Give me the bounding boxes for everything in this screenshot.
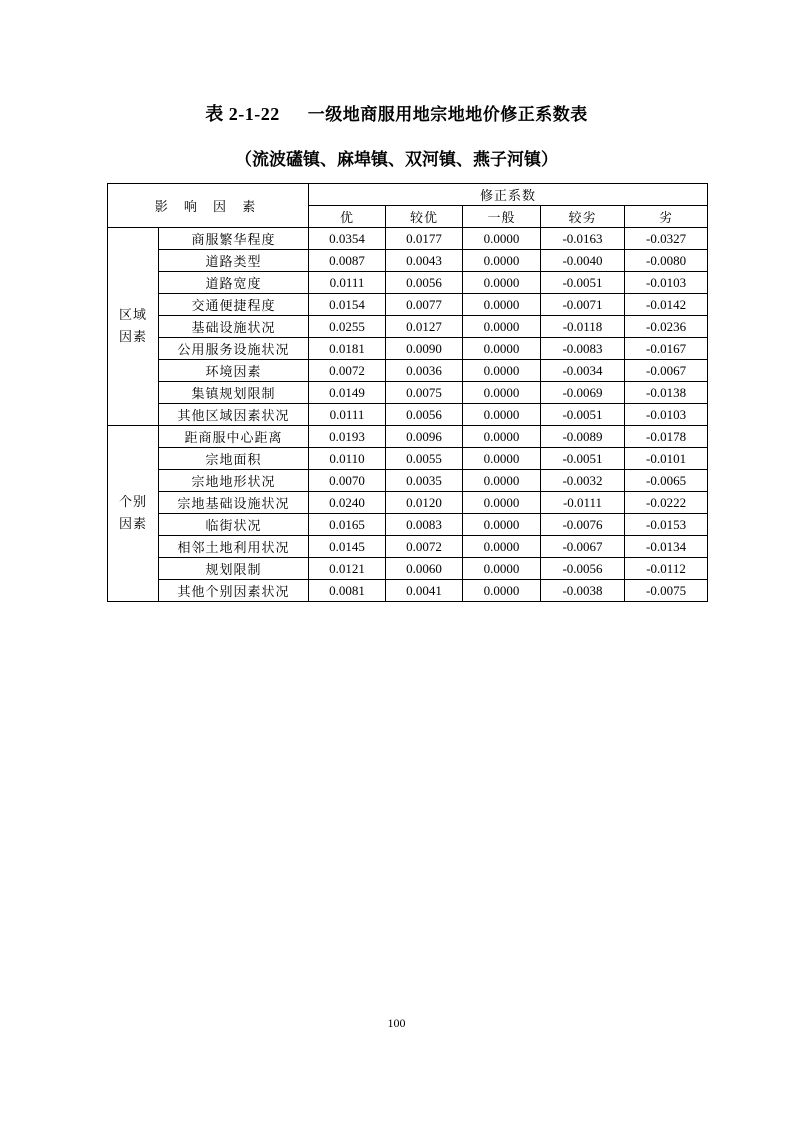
coefficient-cell: 0.0000 (463, 250, 541, 272)
table-number: 表 2-1-22 (205, 104, 280, 124)
grade-header: 较劣 (541, 206, 625, 228)
table-row (108, 404, 708, 426)
coefficient-cell: 0.0077 (386, 294, 463, 316)
factor-name-cell: 距商服中心距离 (159, 426, 309, 448)
coefficient-cell: 0.0110 (309, 448, 386, 470)
table-row (108, 470, 708, 492)
table-subtitle: （流波礚镇、麻埠镇、双河镇、燕子河镇） (235, 150, 558, 170)
coefficient-cell: 0.0072 (309, 360, 386, 382)
coefficient-cell: -0.0134 (625, 536, 708, 558)
factor-group-cell (108, 228, 159, 426)
coefficient-cell: -0.0056 (541, 558, 625, 580)
factor-header: 影 响 因 素 (108, 184, 309, 228)
coefficient-cell: 0.0255 (309, 316, 386, 338)
coefficient-cell: 0.0043 (386, 250, 463, 272)
factor-name-cell: 其他区域因素状况 (159, 404, 309, 426)
coefficient-cell: -0.0051 (541, 404, 625, 426)
coefficient-cell: -0.0138 (625, 382, 708, 404)
grade-header: 一般 (463, 206, 541, 228)
grade-header: 劣 (625, 206, 708, 228)
table-title (0, 100, 793, 126)
coefficient-cell: 0.0354 (309, 228, 386, 250)
coefficient-cell: -0.0065 (625, 470, 708, 492)
factor-name-cell: 集镇规划限制 (159, 382, 309, 404)
coefficient-cell: 0.0035 (386, 470, 463, 492)
coefficient-cell: -0.0083 (541, 338, 625, 360)
coefficient-cell: -0.0111 (541, 492, 625, 514)
coefficient-cell: 0.0081 (309, 580, 386, 602)
coefficient-cell: 0.0000 (463, 294, 541, 316)
coefficient-cell: -0.0069 (541, 382, 625, 404)
table-row (108, 250, 708, 272)
coefficient-cell: 0.0121 (309, 558, 386, 580)
coefficient-cell: 0.0111 (309, 404, 386, 426)
factor-group-label: 因素 (118, 329, 147, 345)
coefficient-cell: 0.0000 (463, 426, 541, 448)
coefficient-cell: 0.0177 (386, 228, 463, 250)
coefficient-cell: 0.0154 (309, 294, 386, 316)
coefficient-cell: -0.0236 (625, 316, 708, 338)
coefficient-cell: 0.0060 (386, 558, 463, 580)
coefficient-cell: 0.0075 (386, 382, 463, 404)
coefficient-cell: 0.0072 (386, 536, 463, 558)
coefficient-cell: 0.0120 (386, 492, 463, 514)
table-body (108, 228, 708, 602)
coefficient-cell: -0.0038 (541, 580, 625, 602)
coefficient-cell: 0.0056 (386, 404, 463, 426)
coefficient-header: 修正系数 (309, 184, 708, 206)
coefficient-cell: 0.0149 (309, 382, 386, 404)
grade-header: 较优 (386, 206, 463, 228)
coefficient-cell: 0.0165 (309, 514, 386, 536)
coefficient-cell: -0.0076 (541, 514, 625, 536)
coefficient-cell: -0.0178 (625, 426, 708, 448)
factor-name-cell: 基础设施状况 (159, 316, 309, 338)
coefficient-cell: -0.0080 (625, 250, 708, 272)
factor-name-cell: 宗地面积 (159, 448, 309, 470)
coefficient-cell: 0.0000 (463, 448, 541, 470)
coefficient-cell: -0.0112 (625, 558, 708, 580)
coefficient-cell: 0.0193 (309, 426, 386, 448)
coefficient-cell: 0.0000 (463, 470, 541, 492)
coefficient-cell: 0.0036 (386, 360, 463, 382)
coefficient-cell: 0.0000 (463, 382, 541, 404)
table-row (108, 426, 708, 448)
table-row (108, 448, 708, 470)
factor-group-label: 个别 (118, 494, 147, 510)
page-number: 100 (387, 1016, 406, 1030)
coefficient-cell: 0.0111 (309, 272, 386, 294)
coefficient-cell: 0.0000 (463, 558, 541, 580)
factor-name-cell: 其他个别因素状况 (159, 580, 309, 602)
factor-group-cell (108, 426, 159, 602)
coefficient-cell: -0.0101 (625, 448, 708, 470)
coefficient-cell: 0.0000 (463, 580, 541, 602)
coefficient-cell: 0.0000 (463, 514, 541, 536)
table-row (108, 492, 708, 514)
coefficient-cell: 0.0127 (386, 316, 463, 338)
coefficient-cell: 0.0087 (309, 250, 386, 272)
factor-name-cell: 道路宽度 (159, 272, 309, 294)
coefficient-cell: -0.0222 (625, 492, 708, 514)
coefficient-cell: -0.0040 (541, 250, 625, 272)
coefficient-cell: -0.0103 (625, 272, 708, 294)
table-row (108, 382, 708, 404)
factor-group-label: 因素 (118, 516, 147, 532)
factor-name-cell: 临街状况 (159, 514, 309, 536)
factor-name-cell: 相邻土地利用状况 (159, 536, 309, 558)
coefficient-cell: -0.0167 (625, 338, 708, 360)
factor-name-cell: 道路类型 (159, 250, 309, 272)
coefficient-cell: 0.0083 (386, 514, 463, 536)
coefficient-cell: -0.0034 (541, 360, 625, 382)
coefficient-cell: -0.0051 (541, 272, 625, 294)
factor-name-cell: 宗地基础设施状况 (159, 492, 309, 514)
coefficient-cell: 0.0000 (463, 360, 541, 382)
coefficient-cell: -0.0032 (541, 470, 625, 492)
factor-name-cell: 环境因素 (159, 360, 309, 382)
table-row (108, 360, 708, 382)
coefficient-cell: 0.0000 (463, 316, 541, 338)
table-row (108, 316, 708, 338)
coefficient-cell: -0.0153 (625, 514, 708, 536)
coefficient-cell: 0.0000 (463, 404, 541, 426)
table-row (108, 228, 708, 250)
table-title-text: 一级地商服用地宗地地价修正系数表 (307, 105, 588, 125)
coefficient-cell: -0.0075 (625, 580, 708, 602)
factor-name-cell: 交通便捷程度 (159, 294, 309, 316)
coefficient-cell: -0.0118 (541, 316, 625, 338)
table-row (108, 294, 708, 316)
table-row (108, 338, 708, 360)
correction-coefficient-table (107, 183, 708, 602)
coefficient-cell: 0.0055 (386, 448, 463, 470)
table-row (108, 536, 708, 558)
coefficient-cell: -0.0051 (541, 448, 625, 470)
coefficient-cell: -0.0103 (625, 404, 708, 426)
factor-name-cell: 商服繁华程度 (159, 228, 309, 250)
coefficient-cell: 0.0181 (309, 338, 386, 360)
coefficient-cell: -0.0071 (541, 294, 625, 316)
factor-name-cell: 规划限制 (159, 558, 309, 580)
table-row (108, 580, 708, 602)
coefficient-cell: 0.0090 (386, 338, 463, 360)
coefficient-cell: -0.0327 (625, 228, 708, 250)
coefficient-cell: 0.0000 (463, 492, 541, 514)
table-row (108, 514, 708, 536)
factor-group-label: 区域 (118, 307, 147, 323)
coefficient-cell: 0.0000 (463, 228, 541, 250)
coefficient-cell: 0.0070 (309, 470, 386, 492)
coefficient-cell: 0.0240 (309, 492, 386, 514)
coefficient-cell: 0.0000 (463, 536, 541, 558)
coefficient-cell: 0.0041 (386, 580, 463, 602)
table-row (108, 558, 708, 580)
grade-header: 优 (309, 206, 386, 228)
coefficient-cell: 0.0000 (463, 272, 541, 294)
factor-name-cell: 宗地地形状况 (159, 470, 309, 492)
coefficient-cell: 0.0000 (463, 338, 541, 360)
coefficient-cell: -0.0163 (541, 228, 625, 250)
coefficient-cell: -0.0089 (541, 426, 625, 448)
coefficient-cell: 0.0056 (386, 272, 463, 294)
coefficient-cell: -0.0067 (625, 360, 708, 382)
coefficient-cell: 0.0145 (309, 536, 386, 558)
coefficient-cell: -0.0142 (625, 294, 708, 316)
coefficient-cell: 0.0096 (386, 426, 463, 448)
factor-name-cell: 公用服务设施状况 (159, 338, 309, 360)
table-row (108, 272, 708, 294)
coefficient-cell: -0.0067 (541, 536, 625, 558)
